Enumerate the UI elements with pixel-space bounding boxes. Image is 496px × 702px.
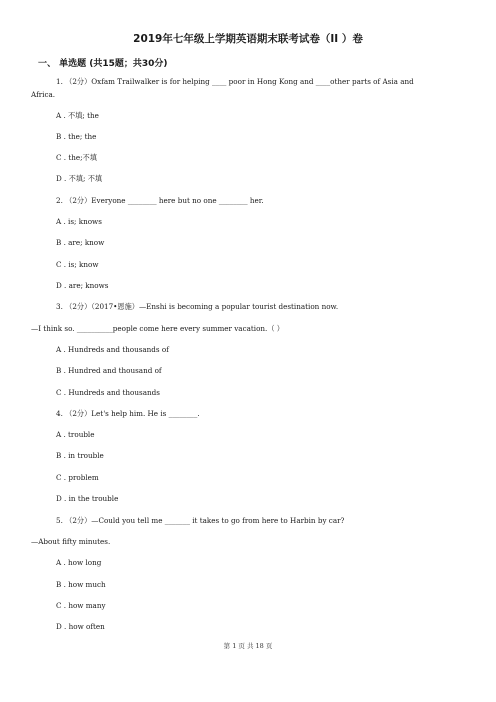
q1-option-d[interactable]: D . 不填; 不填 [56,174,103,183]
question-5-stem: 5. （2分）—Could you tell me _______ it takes to go from here to Harbin by car? [56,516,345,525]
q3-option-c[interactable]: C . Hundreds and thousands [56,388,160,397]
q3-option-b[interactable]: B . Hundred and thousand of [56,366,162,375]
q1-option-b[interactable]: B . the; the [56,132,97,141]
q2-option-b[interactable]: B . are; know [56,238,105,247]
q2-option-a[interactable]: A . is; knows [56,217,102,226]
page-footer: 第 1 页 共 18 页 [223,642,273,650]
q1-option-c[interactable]: C . the;不填 [56,153,97,162]
q4-option-b[interactable]: B . in trouble [56,451,104,460]
question-5-stem-cont: —About fifty minutes. [31,537,111,546]
q4-option-c[interactable]: C . problem [56,473,99,482]
q5-option-a[interactable]: A . how long [56,558,102,567]
q3-option-a[interactable]: A . Hundreds and thousands of [56,345,169,354]
q2-option-c[interactable]: C . is; know [56,260,99,269]
q4-option-a[interactable]: A . trouble [56,430,95,439]
q5-option-c[interactable]: C . how many [56,601,106,610]
question-1-stem-cont: Africa. [31,90,56,99]
section-heading: 一、 单选题 (共15题；共30分) [38,59,168,69]
q4-option-d[interactable]: D . in the trouble [56,494,119,503]
question-1-stem: 1. （2分）Oxfam Trailwalker is for helping ____ poor in Hong Kong and ____other parts of Asia and [56,77,414,86]
q1-option-a[interactable]: A . 不填; the [56,111,99,120]
question-3-stem: 3. （2分）（2017•恩施）—Enshi is becoming a popular tourist destination now. [56,302,339,311]
question-3-stem-cont: —I think so. __________people come here every summer vacation.（ ） [31,324,284,333]
page-title: 2019年七年级上学期英语期末联考试卷（II ）卷 [133,33,363,45]
question-4-stem: 4. （2分）Let's help him. He is ________. [56,409,200,418]
q5-option-b[interactable]: B . how much [56,580,106,589]
q5-option-d[interactable]: D . how often [56,622,105,631]
q2-option-d[interactable]: D . are; knows [56,281,109,290]
question-2-stem: 2. （2分）Everyone ________ here but no one ________ her. [56,196,264,205]
